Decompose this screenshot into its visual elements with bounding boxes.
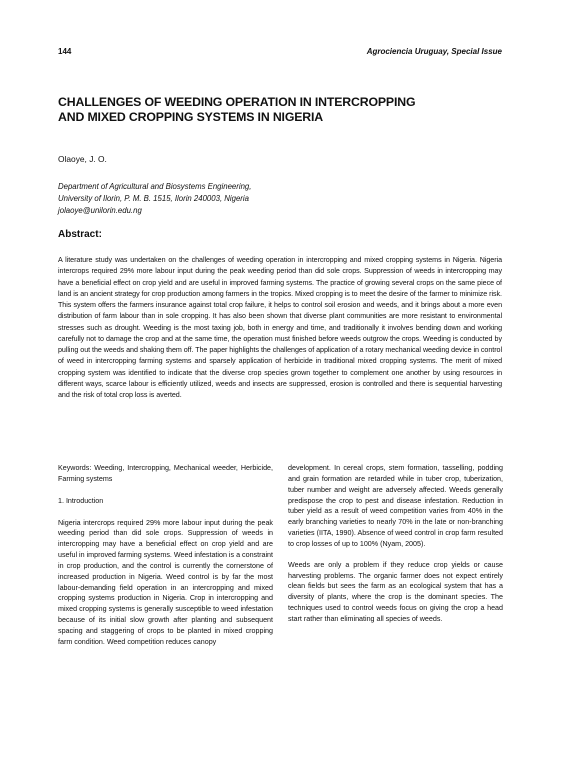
- right-paragraph-2: Weeds are only a problem if they reduce crop yields or cause harvesting problems. The organic farmer does not expect entirely clean fields but sees the farm as an ecological system that has a diversity of plants, where the crop is the dominant species. The techniques used to control weeds focus on giving the crop a head start rather than eliminating all species of weeds.: [288, 560, 503, 623]
- author-email: jolaoye@unilorin.edu.ng: [58, 206, 142, 215]
- abstract-heading: Abstract:: [58, 229, 102, 240]
- author-name: Olaoye, J. O.: [58, 154, 107, 164]
- affiliation: [58, 181, 251, 217]
- journal-name: Agrociencia Uruguay, Special Issue: [366, 47, 502, 56]
- introduction-heading: 1. Introduction: [58, 496, 104, 505]
- affiliation-department: Department of Agricultural and Biosystems Engineering,: [58, 182, 252, 191]
- keywords: Keywords: Weeding, Intercropping, Mechanical weeder, Herbicide, Farming systems: [58, 464, 273, 483]
- right-column: [288, 463, 503, 625]
- page-number: 144: [58, 47, 72, 56]
- title-line-1: CHALLENGES OF WEEDING OPERATION IN INTERCROPPING: [58, 95, 416, 109]
- abstract-text: A literature study was undertaken on the challenges of weeding operation in intercropping and mixed cropping systems in Nigeria. Nigeria intercrops required 29% more labour input during the peak weeding period than did sole crops. Suppression of weeds in intercropping may have a beneficial effect on crop yield and are useful in improved farming systems. The practice of growing several crops on the same piece of land is an ancient strategy for crop production among farmers in the tropics. Mixed cropping is to meet the desire of the farmer to minimize risk. This system offers the farmers insurance against total crop failure, it helps to control soil erosion and weeds, and it brings about a more even distribution of farm labour than in sole cropping. It has also been shown that diverse plant communities are more resistant to environmental stresses such as drought. Weeding is the most taxing job, both in energy and time, and traditionally it involves bending down and working carefully not to damage the crop and at the same time, the operation must finished before weeds outgrow the crops. Weeding is conducted by pulling out the weeds and shaking them off. The paper highlights the challenges of application of a rotary mechanical weeding device in control of weed in intercropping farming systems and sparsely application of herbicide in traditional mixed cropping systems. The merit of mixed cropping system was identified to indicate that the diverse crop species grown together to complement one another by using resources in different ways, scarce labour is efficiently utilized, weeds and insects are suppressed, erosion is controlled and there is sequential harvesting and the risk of total crop loss is averted.: [58, 256, 502, 399]
- paper-title: [58, 95, 503, 125]
- introduction-paragraph-1: Nigeria intercrops required 29% more labour input during the peak weeding period than did sole crops. Suppression of weeds in intercropping may have a beneficial effect on crop yield and are useful in improved farming systems. Weed infestation is a constraint in crop production, and the control is currently the cornerstone of increased production in Nigeria. Weed control is by far the most labour-demanding field operation in an intercropping and mixed cropping systems production in Nigeria. Crop in intercropping and mixed cropping systems is generally susceptible to weed infestation because of its initial slow growth after planting and subsequent spacing and staggering of crops to be planted in mixed cropping farm condition. Weed competition reduces canopy: [58, 518, 273, 646]
- affiliation-address: University of Ilorin, P. M. B. 1515, Ilorin 240003, Nigeria: [58, 194, 249, 203]
- right-paragraph-1: development. In cereal crops, stem formation, tasselling, podding and grain formation are retarded while in tuber crop, tuberization, tuber number and weight are adversely affected. Weeds generally predispose the crop to pest and disease infestation. Reduction in tuber yield as a result of weed competition varies from 40% in the early branching varieties to nearly 70% in the late or non-branching varieties (IITA, 1990). Absence of weed control in crop farm resulted to crop losses of up to 100% (Nyam, 2005).: [288, 464, 503, 548]
- title-line-2: AND MIXED CROPPING SYSTEMS IN NIGERIA: [58, 110, 324, 124]
- left-column: [58, 463, 273, 648]
